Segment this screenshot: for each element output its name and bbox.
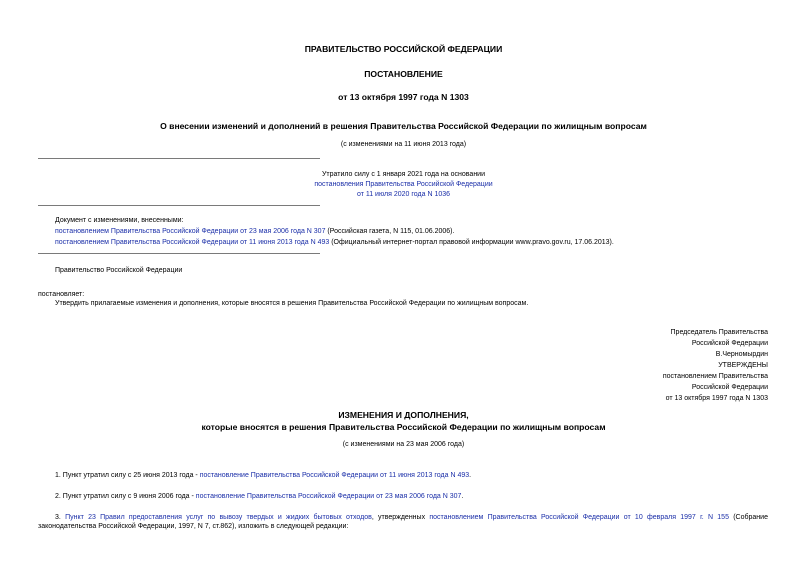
expired-link-line2[interactable]: от 11 июля 2020 года N 1036 [356, 191, 451, 198]
doc-type-heading: ПОСТАНОВЛЕНИЕ [364, 69, 443, 79]
change-link[interactable]: постановлением Правительства Российской Федерации от 11 июня 2013 года N 493 [55, 239, 330, 246]
annex-revision: (с изменениями на 23 мая 2006 года) [342, 441, 465, 448]
approve-text: Утвердить прилагаемые изменения и дополнения, которые вносятся в решения Правительства Российской Федерации по жилищным вопросам. [55, 300, 529, 307]
point-end: . [469, 472, 472, 479]
annex-subtitle: которые вносятся в решения Правительства Российской Федерации по жилищным вопросам [201, 422, 606, 432]
signatory-name: В.Черномырдин [715, 351, 768, 358]
signature-line1: Председатель Правительства [670, 329, 768, 336]
expired-text: Утратило силу с 1 января 2021 года на основании [321, 171, 486, 178]
point-1 [55, 471, 471, 480]
point-text: 1. Пункт утратил силу с 25 июня 2013 года - [55, 472, 200, 479]
changes-intro: Документ с изменениями, внесенными: [55, 217, 184, 224]
change-item [55, 227, 454, 236]
org-heading: ПРАВИТЕЛЬСТВО РОССИЙСКОЙ ФЕДЕРАЦИИ [304, 44, 503, 54]
change-item [55, 238, 614, 247]
point-text: (Собрание законодательства Российской Федерации, 1997, N 7, ст.862), изложить в следующей редакции: [38, 514, 768, 530]
approved-label: УТВЕРЖДЕНЫ [718, 362, 768, 369]
point-link[interactable]: постановлением Правительства Российской Федерации от 10 февраля 1997 г. N 155 [429, 514, 729, 521]
point-end: . [461, 493, 464, 500]
point-text: , утвержденных [371, 514, 430, 521]
signature-line2: Российской Федерации [691, 340, 768, 347]
point-2 [55, 492, 463, 501]
approved-line3: от 13 октября 1997 года N 1303 [665, 395, 768, 402]
approved-line2: Российской Федерации [691, 384, 768, 391]
point-text: 3. [55, 514, 66, 521]
expired-link-line1[interactable]: постановления Правительства Российской Федерации [314, 181, 493, 188]
resolves-label: постановляет: [38, 291, 85, 298]
point-3 [38, 513, 768, 531]
divider [38, 158, 320, 159]
change-source: (Официальный интернет-портал правовой информации www.pravo.gov.ru, 17.06.2013). [329, 239, 614, 246]
point-text: 2. Пункт утратил силу с 9 июня 2006 года - [55, 493, 196, 500]
divider [38, 205, 320, 206]
point-link[interactable]: постановление Правительства Российской Федерации от 23 мая 2006 года N 307 [195, 493, 462, 500]
point-link[interactable]: Пункт 23 Правил предоставления услуг по вывозу твердых и жидких бытовых отходов [65, 514, 372, 521]
change-source: (Российская газета, N 115, 01.06.2006). [325, 228, 455, 235]
doc-date-number: от 13 октября 1997 года N 1303 [338, 92, 469, 102]
government-label: Правительство Российской Федерации [55, 267, 183, 274]
annex-title: ИЗМЕНЕНИЯ И ДОПОЛНЕНИЯ, [338, 410, 469, 420]
point-link[interactable]: постановление Правительства Российской Федерации от 11 июня 2013 года N 493 [199, 472, 470, 479]
divider [38, 253, 320, 254]
revision-note: (с изменениями на 11 июня 2013 года) [340, 141, 467, 148]
approved-line1: постановлением Правительства [662, 373, 768, 380]
doc-title: О внесении изменений и дополнений в решения Правительства Российской Федерации по жилищным вопросам [160, 121, 647, 131]
change-link[interactable]: постановлением Правительства Российской Федерации от 23 мая 2006 года N 307 [55, 228, 326, 235]
